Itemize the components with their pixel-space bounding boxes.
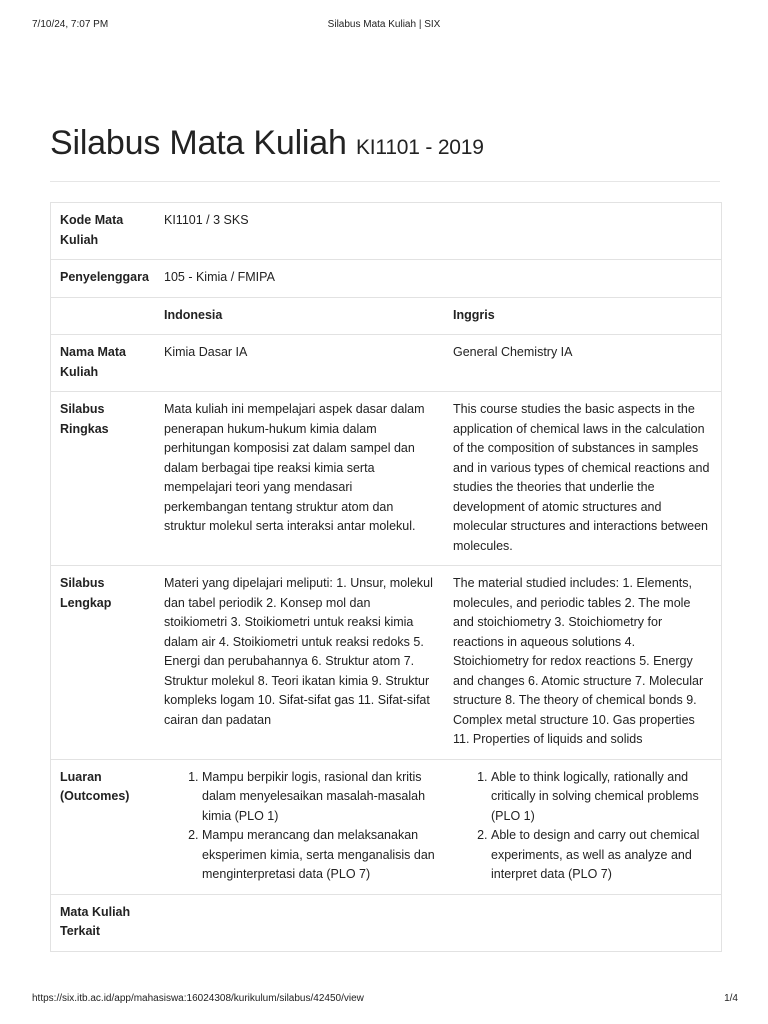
penyelenggara-label: Penyelenggara [51,260,155,298]
row-nama [51,335,721,392]
luaran-indonesia [155,759,444,894]
nama-label: Nama Mata Kuliah [51,335,155,392]
print-datetime: 7/10/24, 7:07 PM [32,19,109,30]
header-indonesia: Indonesia [155,297,444,335]
row-penyelenggara [51,260,721,298]
nama-indonesia: Kimia Dasar IA [155,335,444,392]
heading-divider [50,181,720,182]
print-footer [0,993,768,1013]
ringkas-inggris: This course studies the basic aspects in the application of chemical laws in the calculation of the composition of substances in samples and in various types of chemical reactions and studies the theories that underlie the development of atomic structures and molecular structures and interactions between molecules. [444,392,721,566]
row-luaran [51,759,721,894]
lengkap-inggris: The material studied includes: 1. Elements, molecules, and periodic tables 2. The mole and stoichiometry 3. Stoichiometry for reactions in aqueous solutions 4. Stoichiometry for redox reactions 5. Energy and changes 6. Atomic structure 7. Molecular structure 8. The theory of chemical bonds 9. Complex metal structure 10. Gas properties 11. Properties of liquids and solids [444,566,721,760]
print-page-number: 1/4 [724,993,738,1004]
terkait-label: Mata Kuliah Terkait [51,894,155,951]
outcomes-list-indonesia [164,768,436,885]
outcome-item: 1. Able to think logically, rationally and critically in solving chemical problems (PLO 1) [491,768,713,827]
outcomes-list-inggris [453,768,713,885]
row-silabus-ringkas [51,392,721,566]
ringkas-label: Silabus Ringkas [51,392,155,566]
lengkap-indonesia: Materi yang dipelajari meliputi: 1. Unsur, molekul dan tabel periodik 2. Konsep mol dan stoikiometri 3. Stoikiometri untuk reaksi kimia dalam air 4. Stoikiometri untuk reaksi redoks 5. Energi dan perubahannya 6. Struktur atom 7. Struktur molekul 8. Teori ikatan kimia 9. Struktur kompleks logam 10. Sifat-sifat gas 11. Sifat-sifat cairan dan padatan [155,566,444,760]
terkait-indonesia [155,894,444,951]
row-silabus-lengkap [51,566,721,760]
nama-inggris: General Chemistry IA [444,335,721,392]
luaran-inggris [444,759,721,894]
row-language-headers [51,297,721,335]
kode-label: Kode Mata Kuliah [51,203,155,260]
row-mata-kuliah-terkait [51,894,721,951]
ringkas-indonesia: Mata kuliah ini mempelajari aspek dasar dalam penerapan hukum-hukum kimia dalam perhitungan komposisi zat dalam sampel dan dalam berbagai tipe reaksi kimia serta mempelajari teori yang mendasari perkembangan tentang struktur atom dan struktur molekul serta interaksi antar molekul. [155,392,444,566]
page-title [50,124,484,163]
print-header [0,0,768,30]
outcome-item: 2. Able to design and carry out chemical experiments, as well as analyze and interpret data (PLO 7) [491,826,713,885]
print-url: https://six.itb.ac.id/app/mahasiswa:16024308/kurikulum/silabus/42450/view [32,993,364,1004]
outcome-item: 2. Mampu merancang dan melaksanakan eksperimen kimia, serta menganalisis dan menginterpretasi data (PLO 7) [202,826,436,885]
luaran-label: Luaran (Outcomes) [51,759,155,894]
lengkap-label: Silabus Lengkap [51,566,155,760]
print-page-title: Silabus Mata Kuliah | SIX [327,19,441,30]
course-code-year: KI1101 - 2019 [355,136,484,159]
syllabus-table [51,203,721,952]
terkait-inggris [444,894,721,951]
page-title-text: Silabus Mata Kuliah [50,124,347,162]
penyelenggara-value: 105 - Kimia / FMIPA [155,260,721,298]
header-inggris: Inggris [444,297,721,335]
kode-value: KI1101 / 3 SKS [155,203,721,260]
row-kode [51,203,721,260]
outcome-item: 1. Mampu berpikir logis, rasional dan kritis dalam menyelesaikan masalah-masalah kimia (PLO 1) [202,768,436,827]
syllabus-table-container [50,202,722,952]
empty-header-cell [51,297,155,335]
